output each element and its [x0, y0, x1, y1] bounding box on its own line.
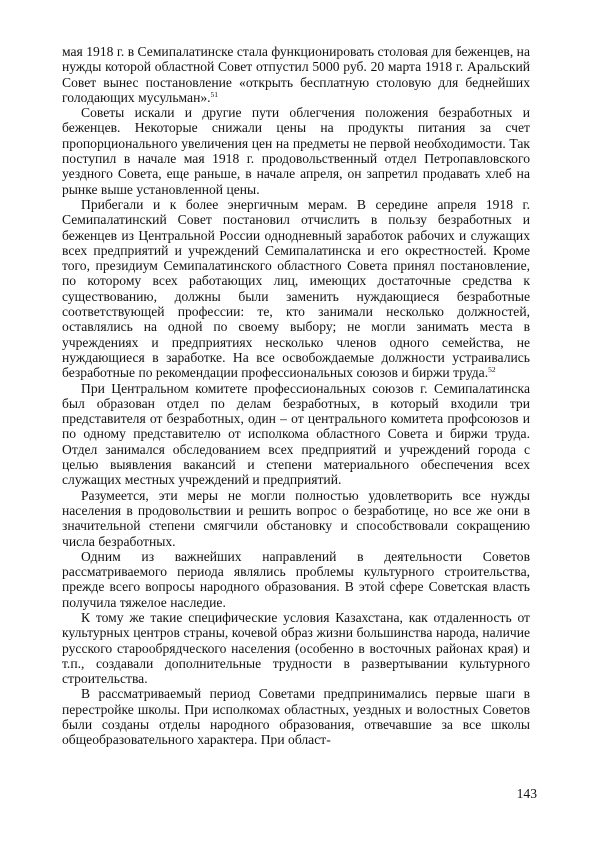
paragraph-8 — [62, 686, 530, 747]
page-number: 143 — [516, 786, 537, 801]
paragraph-1-text: мая 1918 г. в Семипалатинске стала функционировать столовая для беженцев, на нужды которой областной Совет отпустил 5000 руб. 20 марта 1918 г. Аральский Совет вынес постановление «открыть бесплатную столовую для беднейших голодающих мусульман». — [62, 44, 530, 105]
paragraph-4-text: При Центральном комитете профессиональных союзов г. Семипалатинска был образован отдел по делам безработных, в который входили три представителя от безработных, один – от центрального комитета профсоюзов и по одному представителю от исполкома областного Совета и биржи труда. Отдел занимался обследованием всех предприятий и учреждений города с целью выявления вакансий и степени материального обеспечения всех служащих местных учреждений и предприятий. — [62, 380, 530, 488]
paragraph-8-text: В рассматриваемый период Советами предпринимались первые шаги в перестройке школы. При исполкомах областных, уездных и волостных Советов были созданы отделы народного образования, отвечавшие за все школы общеобразовательного характера. При област- — [62, 686, 530, 748]
footnote-ref-51: 51 — [210, 89, 219, 99]
paragraph-4 — [62, 381, 530, 488]
paragraph-5-text: Разумеется, эти меры не могли полностью удовлетворить все нужды населения в продовольствии и решить вопрос о безработице, но все же они в значительной степени смягчили обстановку и способствовали сокращению числа безработных. — [62, 487, 530, 549]
paragraph-7-text: К тому же такие специфические условия Казахстана, как отдаленность от культурных центров страны, кочевой образ жизни большинства народа, наличие русского старообрядческого населения (особенно в восточных районах края) и т.п., создавали дополнительные трудности в развертывании культурного строительства. — [62, 609, 530, 687]
paragraph-3 — [62, 197, 530, 381]
paragraph-5 — [62, 488, 530, 549]
page-text-block — [62, 44, 530, 748]
footnote-ref-52: 52 — [488, 365, 496, 375]
paragraph-3-text: Прибегали и к более энергичным мерам. В середине апреля 1918 г. Семипалатинский Совет постановил отчислить в пользу безработных и беженцев из Центральной России однодневный заработок рабочих и служащих всех предприятий и учреждений Семипалатинска и его окрестностей. Кроме того, президиум Семипалатинского областного Совета принял постановление, по которому всех работающих лиц, имеющих достаточные средства к существованию, должны были заменить нуждающиеся безработные соответствующей профессии: те, кто занимали несколько должностей, оставлялись на одной по своему выбору; не могли занимать места в учреждениях и предприятиях несколько членов одного семейства, не нуждающиеся в заработке. На все освобождаемые должности устраивались безработные по рекомендации профессиональных союзов и биржи труда. — [62, 196, 530, 381]
paragraph-7 — [62, 610, 530, 686]
paragraph-6 — [62, 549, 530, 610]
paragraph-2-text: Советы искали и другие пути облегчения положения безработных и беженцев. Некоторые снижали цены на продукты питания за счет пропорционального увеличения цен на предметы не первой необходимости. Так поступил в начале мая 1918 г. продовольственный отдел Петропавловского уездного Совета, еще раньше, в начале апреля, он запретил продавать хлеб на рынке выше установленной цены. — [62, 105, 530, 197]
paragraph-6-text: Одним из важнейших направлений в деятельности Советов рассматриваемого периода являлись проблемы культурного строительства, прежде всего вопросы народного образования. В этой сфере Советская власть получила тяжелое наследие. — [62, 548, 530, 610]
paragraph-1 — [62, 44, 530, 105]
paragraph-2 — [62, 105, 530, 197]
